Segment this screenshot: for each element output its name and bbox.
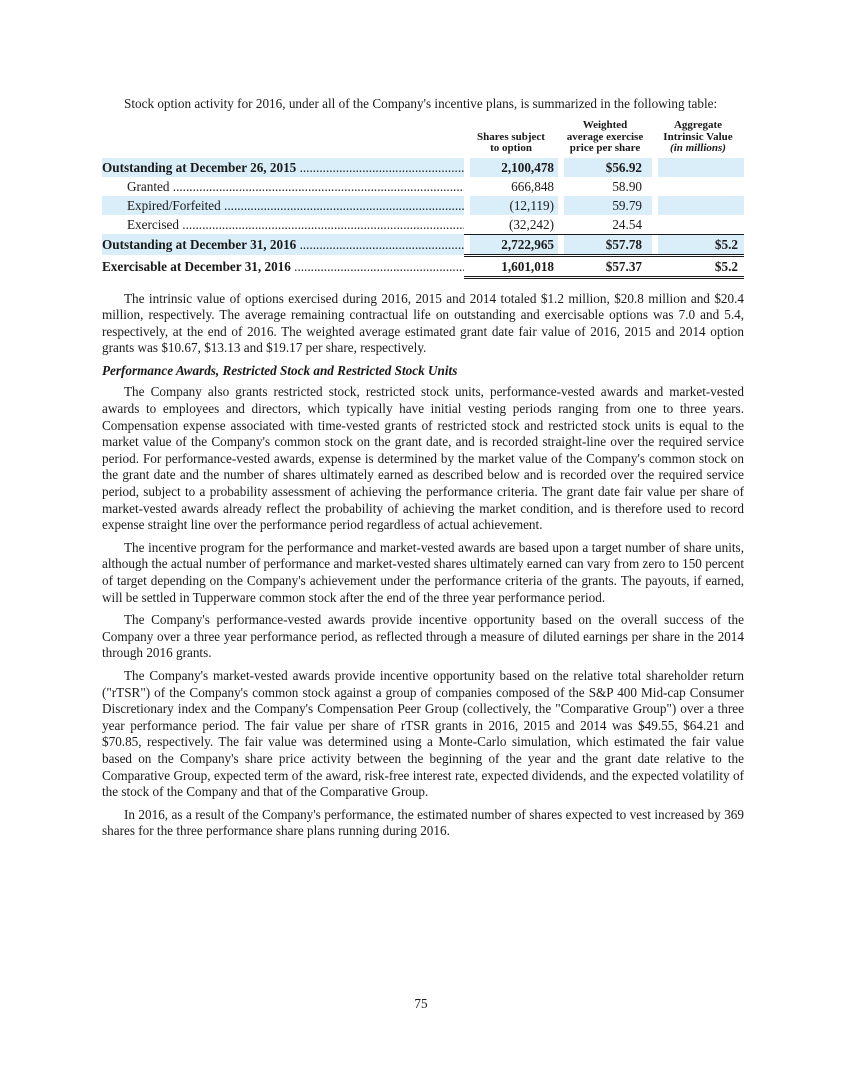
stock-option-table (102, 120, 744, 279)
table-header-row (102, 120, 744, 158)
paragraph-incentive-program: The incentive program for the performance and market-vested awards are based upon a target number of share units, although the actual number of performance and market-vested shares ultimately earned can vary from zero to 150 percent of target depending on the Company's achievement under the performance criteria of the grants. The payouts, if earned, will be settled in Tupperware common stock after the end of the three year performance period. (102, 539, 744, 605)
table-row (102, 158, 744, 177)
row-shares: 2,100,478 (464, 158, 558, 177)
paragraph-market-vested: The Company's market-vested awards provide incentive opportunity based on the relative total shareholder return ("rTSR") of the Company's common stock against a group of companies composed of the S&P 400 Mid-cap Consumer Discretionary index and the Company's Compensation Peer Group (collectively, the "Comparative Group") over a three year performance period. The fair value per share of rTSR grants in 2016, 2015 and 2014 was $49.55, $64.21 and $70.85, respectively. The fair value was determined using a Monte-Carlo simulation, which estimated the fair value based on the Company's share price activity between the beginning of the year and the grant date relative to the Comparative Group, expected term of the award, risk-free interest rate, expected dividends, and the expected volatility of the stock of the Company and that of the Comparative Group. (102, 667, 744, 800)
row-price: $57.78 (558, 234, 652, 255)
header-blank (102, 120, 464, 158)
header-price: Weighted average exercise price per share (566, 119, 644, 154)
paragraph-grants: The Company also grants restricted stock, restricted stock units, performance-vested awards and market-vested awards to employees and directors, which typically have initial vesting periods ranging from one to three years. Compensation expense associated with time-vested grants of restricted stock and restricted stock units is equal to the market value of the Company's common stock on the grant date, and is recorded straight-line over the required service period. For performance-vested awards, expense is determined by the market value of the Company's common stock on the grant date and the number of shares ultimately earned as described below and is recorded over the required service period, subject to a probability assessment of achieving the performance criteria. The grant date fair value per share of market-vested awards already reflect the probability of achieving the market condition, and is therefore used to record expense straight line over the performance period regardless of actual achievement. (102, 384, 744, 533)
row-price: $57.37 (558, 255, 652, 277)
row-label: Exercisable at December 31, 2016 (102, 258, 291, 274)
row-label: Granted (127, 178, 170, 194)
row-price: 59.79 (558, 196, 652, 215)
row-intrinsic: $5.2 (652, 255, 744, 277)
row-label: Outstanding at December 31, 2016 (102, 237, 297, 252)
row-price: 24.54 (612, 216, 642, 232)
row-label: Exercised (127, 216, 179, 232)
row-intrinsic (652, 177, 744, 196)
row-intrinsic: $5.2 (652, 234, 744, 255)
row-intrinsic (652, 196, 744, 215)
row-shares: 1,601,018 (464, 255, 558, 277)
table-intro: Stock option activity for 2016, under all of the Company's incentive plans, is summarized in the following table: (124, 96, 718, 111)
page-number: 75 (414, 996, 428, 1011)
row-shares: (32,242) (508, 216, 554, 232)
row-shares: 2,722,965 (464, 234, 558, 255)
paragraph-performance-vested: The Company's performance-vested awards provide incentive opportunity based on the overall success of the Company over a three year performance period, as reflected through a measure of diluted earnings per share in the 2014 through 2016 grants. (102, 612, 744, 661)
header-intrinsic: Aggregate Intrinsic Value (in millions) (663, 119, 733, 154)
section-heading: Performance Awards, Restricted Stock and Restricted Stock Units (102, 362, 458, 378)
row-price: 58.90 (612, 178, 642, 194)
row-label: Expired/Forfeited (127, 197, 221, 213)
table-row (102, 177, 744, 196)
table-row (102, 215, 744, 235)
row-intrinsic (652, 158, 744, 177)
paragraph-intrinsic-value: The intrinsic value of options exercised during 2016, 2015 and 2014 totaled $1.2 million, $20.8 million and $20.4 million, respectively. The average remaining contractual life on outstanding and exercisable options was 7.0 and 5.4, respectively, at the end of 2016. The weighted average estimated grant date fair value of 2016, 2015 and 2014 option grants was $10.67, $13.13 and $19.17 per share, respectively. (102, 290, 744, 356)
table-row (102, 196, 744, 215)
table-row (102, 234, 744, 255)
document-page (102, 96, 744, 846)
row-intrinsic (652, 215, 744, 235)
row-shares: (12,119) (464, 196, 558, 215)
table-row (102, 255, 744, 277)
row-price: $56.92 (558, 158, 652, 177)
row-shares: 666,848 (511, 178, 554, 194)
paragraph-vesting-increase: In 2016, as a result of the Company's performance, the estimated number of shares expected to vest increased by 369 shares for the three performance share plans running during 2016. (102, 806, 744, 839)
header-shares: Shares subject to option (477, 130, 545, 154)
row-label: Outstanding at December 26, 2015 (102, 159, 297, 175)
